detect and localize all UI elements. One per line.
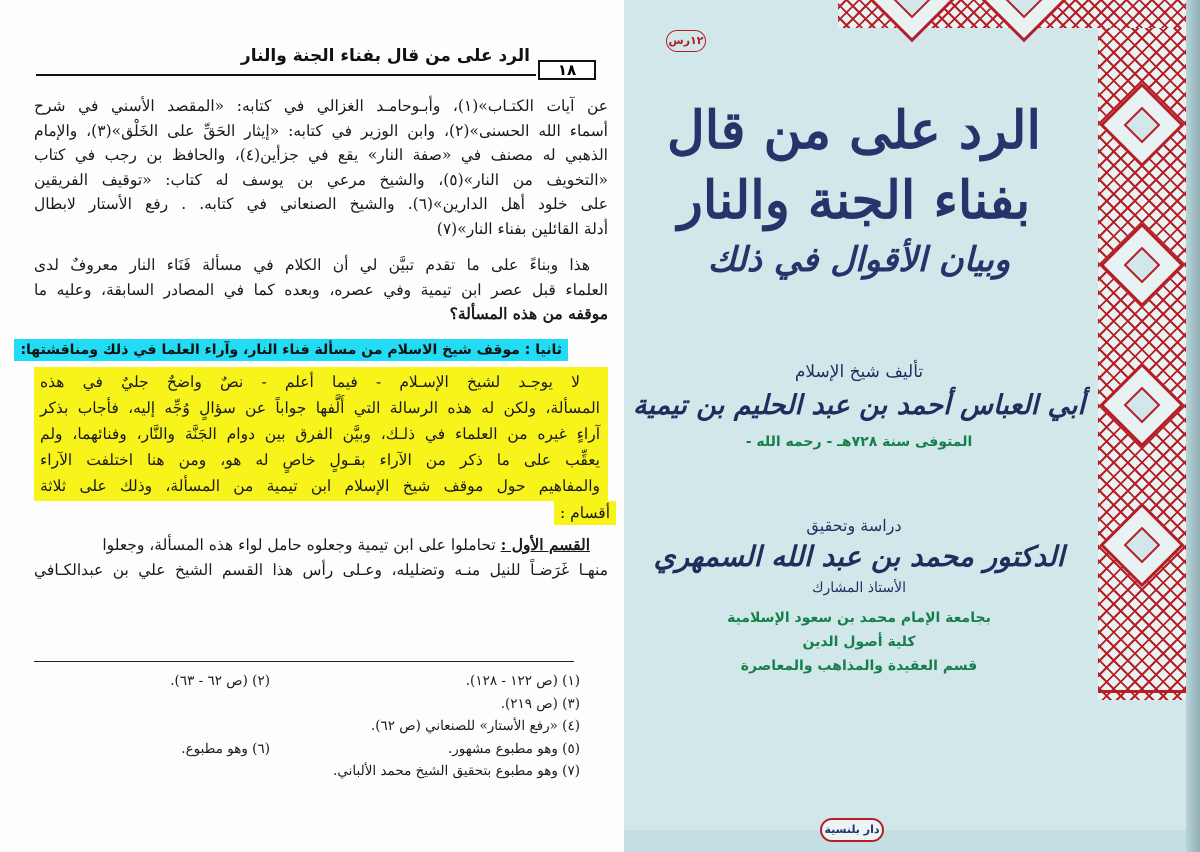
highlight-line: والمفاهيم حول موقف شيخ الإسلام ابن تيمية من المسألة، وذلك على ثلاثة (40, 476, 600, 495)
footnote: (٦) وهو مطبوع. (181, 740, 270, 757)
highlighted-paragraph (34, 367, 608, 501)
body-line: عن آيات الكتـاب»(١)، وأبـوحامـد الغزالي في كتابه: «المقصد الأسني في شرح (34, 97, 609, 115)
highlight-line: آراءٍ غيره من العلماء في ذلـك، وبيَّن الفرق بين دوام الجَنَّة والنَّار، وفنائهما، ولم (40, 424, 600, 443)
paragraph-line: موقفه من هذه المسألة؟ (449, 304, 608, 323)
body-line: أسماء الله الحسنى»(٢)، وابن الوزير في كتابه: «إيثار الحَقِّ على الخَلْق»(٣)، والإمام (34, 121, 608, 140)
body-line: الذهبي له مصنف في «صفة النار» يقع في جزأين(٤)، والحافظ بن رجب في كتاب (34, 146, 608, 164)
highlight-line: يعقِّب على ما ذكر من الآراء بقـولٍ خاصٍ له هو، ومن هنا اختلفت الآراء (40, 450, 600, 469)
book-cover (624, 0, 1200, 852)
cover-edge-shadow (1186, 0, 1200, 852)
footnote: (٥) وهو مطبوع مشهور. (448, 740, 580, 757)
footnotes (60, 670, 580, 783)
body-line: أدلة القائلين بفناء النار»(٧) (436, 219, 608, 238)
ornament-border-end (1098, 690, 1186, 713)
running-title: الرد على من قال بفناء الجنة والنار (240, 46, 530, 66)
paragraph-line: العلماء قبل عصر ابن تيمية وفي عصره، وبعده كما في المصادر السابقة، وعليه ما (34, 280, 608, 299)
section-one-label: القسم الأول : (500, 535, 590, 554)
cover-title-line-2: بفناء الجنة والنار (677, 170, 1031, 231)
footnote: (٢) (ص ٦٢ - ٦٣). (170, 673, 270, 689)
highlight-line: المسألة، ولكن له هذه الرسالة التي أَلَّفها جواباً عن سؤالٍ وُجِّه إليه، فأجاب بذكر (40, 398, 600, 417)
cover-subtitle: وبيان الأقوال في ذلك (707, 240, 1011, 280)
editor-name: الدكتور محمد بن عبد الله السمهري (653, 540, 1065, 573)
highlight-line: لا يوجـد لشيخ الإسـلام - فيما أعلم - نصٌ واضحٌ جليٌ في هذه (40, 372, 580, 391)
section-one-text: تحاملوا على ابن تيمية وجعلوه حامل لواء هذه المسألة، وجعلوا (102, 536, 496, 554)
editor-title: الأستاذ المشارك (811, 580, 907, 596)
footnote: (١) (ص ١٢٢ - ١٢٨). (465, 673, 580, 689)
editor-affiliation: قسم العقيدة والمذاهب والمعاصرة (740, 658, 978, 674)
section-heading-highlighted: ثانيا : موقف شيخ الاسلام من مسألة فناء النار، وآراء العلما في ذلك ومناقشتها: (14, 339, 568, 361)
editor-affiliation: بجامعة الإمام محمد بن سعود الإسلامية (727, 610, 991, 626)
highlight-line-last: أقسام : (554, 501, 616, 526)
footnote: (٣) (ص ٢١٩). (500, 695, 580, 712)
body-line: على خلود أهل الدارين»(٦). والشيخ الصنعاني في كتابه. . رفع الأستار لابطال (34, 195, 608, 213)
header-rule (36, 74, 536, 76)
cover-bottom-strip (624, 830, 1200, 852)
author-death-note: المتوفى سنة ٧٢٨هـ - رحمه الله - (745, 434, 973, 450)
editor-affiliation: كلية أصول الدين (802, 634, 916, 650)
footnote: (٧) وهو مطبوع بتحقيق الشيخ محمد الألباني. (333, 763, 580, 779)
section-one-text: منهـا غَرَضـاً للنيل منـه وتضليله، وعـلى رأس هذا القسم الشيخ علي بن عبدالكـافي (34, 560, 608, 579)
running-header (36, 44, 596, 80)
paragraph-line: هذا وبناءً على ما تقدم تبيَّن لي أن الكلام في مسألة فَنَاء النار معروفٌ لدى (34, 256, 590, 274)
author-name: أبي العباس أحمد بن عبد الحليم بن تيمية (632, 390, 1086, 421)
page-number: ١٨ (538, 60, 596, 80)
study-label: دراسة وتحقيق (806, 516, 902, 535)
footnote-rule (34, 661, 574, 662)
body-line: «التخويف من النار»(٥)، والشيخ مرعي بن يوسف له كتاب: «توقيف الفريقين (34, 170, 608, 189)
publisher-logo: دار بلنسية (820, 818, 884, 842)
body-text (20, 94, 610, 582)
footnote: (٤) «رفع الأستار» للصنعاني (ص ٦٢). (370, 718, 580, 734)
series-badge: ١٢رس (666, 30, 706, 52)
author-label: تأليف شيخ الإسلام (794, 362, 924, 382)
cover-title-line-1: الرد على من قال (667, 100, 1041, 161)
